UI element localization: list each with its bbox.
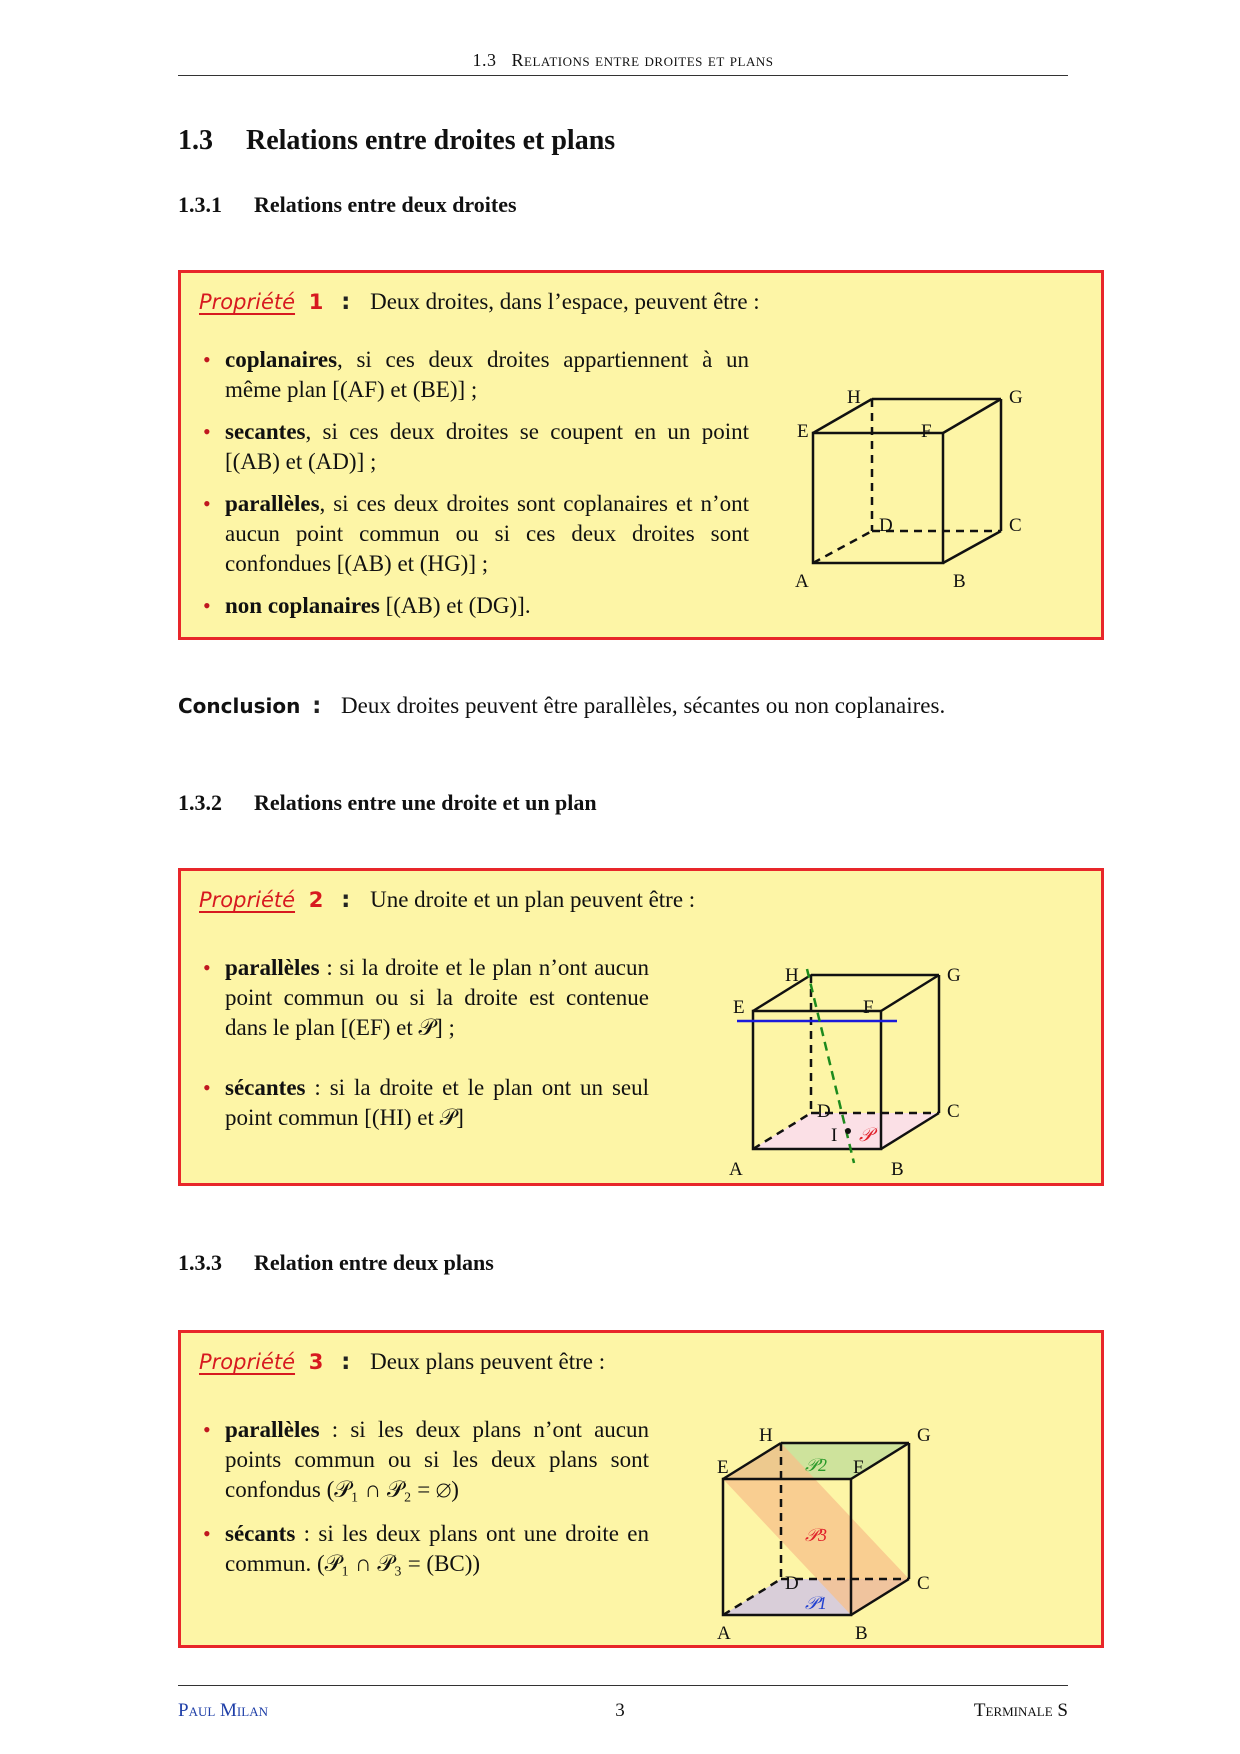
property-list bbox=[199, 1415, 649, 1591]
vertex-label: A bbox=[729, 1159, 743, 1180]
vertex-label: D bbox=[785, 1573, 799, 1594]
property-list bbox=[199, 953, 649, 1145]
property-label: Propriété bbox=[199, 290, 296, 314]
cube-edge bbox=[943, 399, 1001, 433]
property-intro: Deux plans peuvent être : bbox=[370, 1349, 606, 1374]
list-item: • sécants : si les deux plans ont une droite en commun. (𝒫₁ ∩ 𝒫₃ = (BC)) bbox=[199, 1519, 649, 1579]
vertex-label: E bbox=[797, 421, 809, 442]
subsection-number: 1.3.2 bbox=[178, 790, 222, 815]
vertex-label: F bbox=[863, 997, 874, 1018]
subsection-title-text: Relations entre deux droites bbox=[254, 192, 517, 217]
conclusion-colon: : bbox=[312, 693, 322, 719]
section-title bbox=[178, 125, 615, 157]
vertex-label: D bbox=[879, 515, 893, 536]
vertex-label: H bbox=[759, 1425, 773, 1446]
point-i bbox=[845, 1128, 851, 1134]
property-list bbox=[199, 345, 749, 633]
cube-figure-1 bbox=[781, 363, 1081, 593]
subsection-number: 1.3.1 bbox=[178, 192, 222, 217]
cube-edge bbox=[943, 531, 1001, 563]
property-heading bbox=[199, 1349, 605, 1375]
footer-rule bbox=[178, 1685, 1068, 1686]
property-box-2 bbox=[178, 868, 1104, 1186]
property-colon: : bbox=[341, 887, 351, 913]
conclusion-label: Conclusion bbox=[178, 694, 301, 718]
subsection-title-text: Relations entre une droite et un plan bbox=[254, 790, 597, 815]
conclusion-text: Deux droites peuvent être parallèles, sécantes ou non coplanaires. bbox=[341, 693, 946, 718]
property-heading bbox=[199, 289, 760, 315]
vertex-label: B bbox=[953, 571, 966, 592]
list-item: • non coplanaires [(AB) et (DG)]. bbox=[199, 591, 749, 621]
point-label-i: I bbox=[831, 1125, 838, 1146]
subsection-number: 1.3.3 bbox=[178, 1250, 222, 1275]
vertex-label: C bbox=[947, 1101, 960, 1122]
plane-label-p: 𝒫 bbox=[859, 1125, 873, 1146]
vertex-label: G bbox=[947, 965, 961, 986]
cube-figure-3 bbox=[691, 1403, 1021, 1643]
plane-label-p1: 𝒫1 bbox=[805, 1593, 827, 1613]
cube-edge bbox=[881, 975, 939, 1011]
section-title-text: Relations entre droites et plans bbox=[246, 125, 616, 156]
plane-label-p2: 𝒫2 bbox=[805, 1455, 827, 1475]
subsection-title-1 bbox=[178, 192, 517, 218]
list-item: • coplanaires, si ces deux droites appartiennent à un même plan [(AF) et (BE)] ; bbox=[199, 345, 749, 405]
footer-author: Paul Milan bbox=[178, 1700, 268, 1721]
property-colon: : bbox=[341, 289, 351, 315]
vertex-label: B bbox=[855, 1623, 868, 1643]
vertex-label: H bbox=[785, 965, 799, 986]
property-label: Propriété bbox=[199, 888, 296, 912]
property-number: 3 bbox=[308, 1350, 324, 1374]
subsection-title-2 bbox=[178, 790, 597, 816]
property-box-3 bbox=[178, 1330, 1104, 1648]
cube-hidden-edge bbox=[813, 531, 872, 563]
section-number: 1.3 bbox=[178, 125, 213, 156]
running-header-title: Relations entre droites et plans bbox=[511, 50, 774, 70]
subsection-title-3 bbox=[178, 1250, 494, 1276]
list-item: • secantes, si ces deux droites se coupent en un point [(AB) et (AD)] ; bbox=[199, 417, 749, 477]
cube-edge bbox=[753, 975, 811, 1011]
list-item: • parallèles : si les deux plans n’ont aucun points commun ou si les deux plans sont confondus (𝒫₁ ∩ 𝒫₂ = ∅) bbox=[199, 1415, 649, 1505]
property-box-1 bbox=[178, 270, 1104, 640]
header-rule bbox=[178, 75, 1068, 76]
vertex-label: A bbox=[717, 1623, 731, 1643]
vertex-label: C bbox=[1009, 515, 1022, 536]
property-heading bbox=[199, 887, 695, 913]
property-colon: : bbox=[341, 1349, 351, 1375]
subsection-title-text: Relation entre deux plans bbox=[254, 1250, 494, 1275]
cube-figure-2 bbox=[721, 941, 1051, 1181]
vertex-label: G bbox=[1009, 387, 1023, 408]
vertex-label: E bbox=[733, 997, 745, 1018]
list-item: • parallèles : si la droite et le plan n’ont aucun point commun ou si la droite est contenue dans le plan [(EF) et 𝒫] ; bbox=[199, 953, 649, 1043]
property-intro: Une droite et un plan peuvent être : bbox=[370, 887, 696, 912]
running-header-number: 1.3 bbox=[472, 50, 497, 70]
footer-page-number: 3 bbox=[615, 1700, 625, 1721]
conclusion bbox=[178, 693, 945, 719]
vertex-label: G bbox=[917, 1425, 931, 1446]
cube-edge bbox=[813, 399, 872, 433]
vertex-label: B bbox=[891, 1159, 904, 1180]
vertex-label: A bbox=[795, 571, 809, 592]
vertex-label: C bbox=[917, 1573, 930, 1594]
cube-front-face bbox=[813, 433, 943, 563]
plane-label-p3: 𝒫3 bbox=[805, 1525, 827, 1545]
property-intro: Deux droites, dans l’espace, peuvent être : bbox=[370, 289, 760, 314]
property-number: 1 bbox=[308, 290, 324, 314]
running-header bbox=[178, 50, 1068, 71]
list-item: • parallèles, si ces deux droites sont coplanaires et n’ont aucun point commun ou si ces deux droites sont confondues [(AB) et (HG)] ; bbox=[199, 489, 749, 579]
property-number: 2 bbox=[308, 888, 324, 912]
footer-class: Terminale S bbox=[973, 1700, 1068, 1721]
vertex-label: D bbox=[817, 1101, 831, 1122]
vertex-label: F bbox=[853, 1457, 864, 1478]
vertex-label: F bbox=[921, 421, 932, 442]
vertex-label: E bbox=[717, 1457, 729, 1478]
vertex-label: H bbox=[847, 387, 861, 408]
list-item: • sécantes : si la droite et le plan ont un seul point commun [(HI) et 𝒫] bbox=[199, 1073, 649, 1133]
property-label: Propriété bbox=[199, 1350, 296, 1374]
